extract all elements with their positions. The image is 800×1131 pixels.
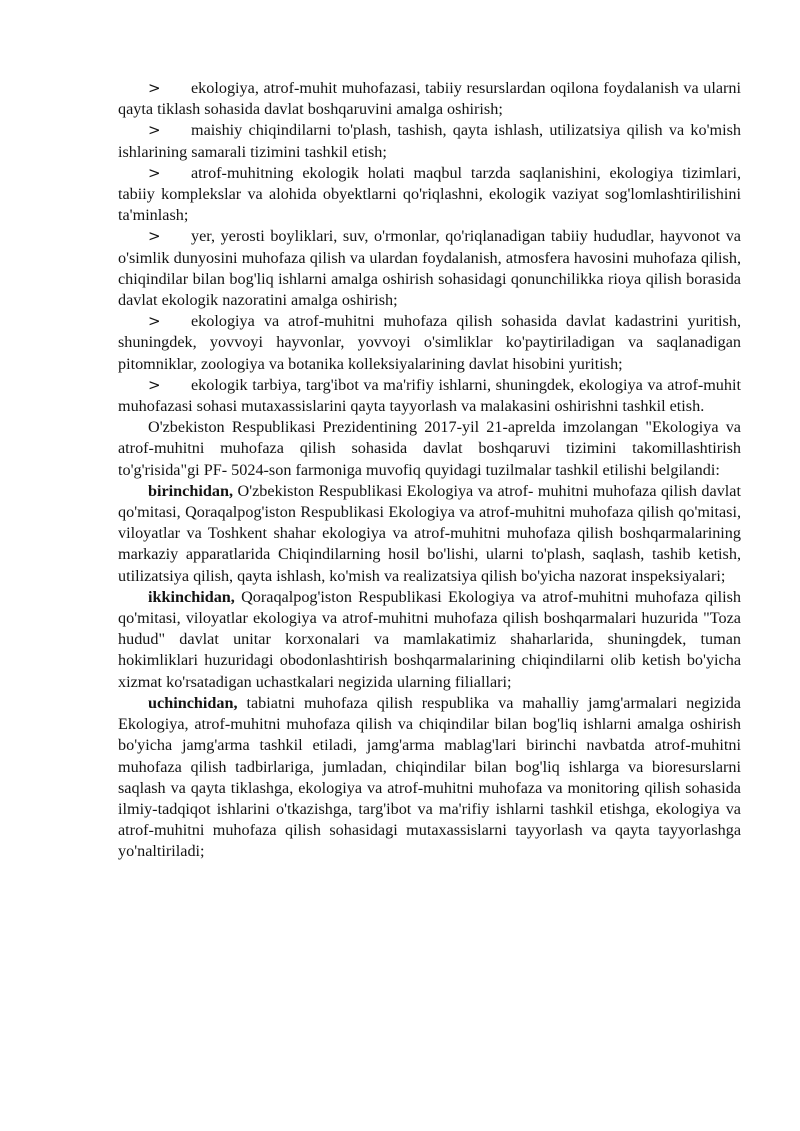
intro-paragraph: O'zbekiston Respublikasi Prezidentining 2017-yil 21-aprelda imzolangan "Ekologiya va atrof-muhitni muhofaza qilish sohasida davlat boshqaruvi tizimini takomillashtirish to'g'risida"gi PF- 5024-son farmoniga muvofiq quyidagi tuzilmalar tashkil etilishi belgilandi:: [118, 418, 741, 479]
bullet-marker: >: [148, 79, 161, 97]
bullet-item-6: [118, 375, 741, 417]
bullet-item-5: [118, 311, 741, 375]
document-body: [118, 78, 741, 863]
bullet-item-3: [118, 163, 741, 227]
bullet-text: ekologiya va atrof-muhitni muhofaza qilish sohasida davlat kadastrini yuritish, shuningdek, yovvoyi hayvonlar, yovvoyi o'simliklar ko'paytiriladigan va saqlanadigan pitomniklar, zoologiya va botanika kolleksiyalarining davlat hisobini yuritish;: [118, 312, 741, 373]
item-text: Qoraqalpog'iston Respublikasi Ekologiya va atrof-muhitni muhofaza qilish qo'mitasi, viloyatlar ekologiya va atrof-muhitni muhofaza qilish boshqarmalari huzurida "Toza hudud" davlat unitar korxonalari va mamlakatimiz shaharlarida, shuningdek, tuman hokimliklari huzuridagi obodonlashtirish boshqarmalarining chiqindilarni olib ketish bo'yicha xizmat ko'rsatadigan uchastkalari negizida ularning filiallari;: [118, 587, 741, 691]
bullet-item-4: [118, 226, 741, 311]
item-lead: birinchidan,: [148, 481, 234, 500]
item-lead: ikkinchidan,: [148, 587, 235, 606]
item-paragraph-2: [118, 587, 741, 693]
bullet-marker: >: [148, 227, 161, 246]
bullet-marker: >: [148, 312, 161, 331]
bullet-text: ekologik tarbiya, targ'ibot va ma'rifiy ishlarni, shuningdek, ekologiya va atrof-muhit muhofazasi sohasi mutaxassislarini qayta tayyorlash va malakasini oshirishni tashkil etish.: [118, 375, 741, 416]
bullet-marker: >: [148, 163, 161, 182]
bullet-text: atrof-muhitning ekologik holati maqbul tarzda saqlanishini, ekologiya tizimlari, tabiiy komplekslar va alohida obyektlarni qo'riqlashni, ekologik vaziyat sog'lomlashtirilishini ta'minlash;: [118, 163, 741, 225]
item-text: tabiatni muhofaza qilish respublika va mahalliy jamg'armalari negizida Ekologiya, atrof-muhitni muhofaza qilish va chiqindilar bilan bog'liq ishlarni amalga oshirish bo'yicha jamg'arma tashkil etiladi, jamg'arma mablag'lari birinchi navbatda atrof-muhitni muhofaza qilish tadbirlariga, jumladan, chiqindilar bilan bog'liq ishlarga va bioresurslarni saqlash va qayta tiklashga, ekologiya va atrof-muhitni muhofaza va monitoring qilish sohasida ilmiy-tadqiqot ishlarini o'tkazishga, targ'ibot va ma'rifiy ishlarni tashkil etishga, ekologiya va atrof-muhitni muhofaza qilish sohasidagi mutaxassislarni tayyorlash va qayta tayyorlashga yo'naltiriladi;: [118, 693, 741, 861]
item-paragraph-1: [118, 481, 741, 587]
item-lead: uchinchidan,: [148, 693, 238, 712]
bullet-marker: >: [148, 121, 161, 140]
bullet-text: maishiy chiqindilarni to'plash, tashish, qayta ishlash, utilizatsiya qilish va ko'mish ishlarining samarali tizimini tashkil etish;: [118, 121, 741, 161]
bullet-marker: >: [148, 375, 161, 394]
item-paragraph-3: [118, 693, 741, 863]
bullet-text: ekologiya, atrof-muhit muhofazasi, tabiiy resurslardan oqilona foydalanish va ularni qayta tiklash sohasida davlat boshqaruvini amalga oshirish;: [118, 79, 741, 119]
bullet-item-2: [118, 120, 741, 162]
item-text: O'zbekiston Respublikasi Ekologiya va atrof- muhitni muhofaza qilish davlat qo'mitasi, Qoraqalpog'iston Respublikasi Ekologiya va atrof-muhitni muhofaza qilish qo'mitasi, viloyatlar va Toshkent shahar ekologiya va atrof-muhitni muhofaza qilish boshqarmalarining markaziy apparatlarida Chiqindilarning hosil bo'lishi, ularni to'plash, saqlash, tashib ketish, utilizatsiya qilish, qayta ishlash, ko'mish va realizatsiya qilish bo'yicha nazorat inspeksiyalari;: [118, 481, 741, 585]
bullet-item-1: [118, 78, 741, 120]
bullet-text: yer, yerosti boyliklari, suv, o'rmonlar, qo'riqlanadigan tabiiy hududlar, hayvonot va o'simlik dunyosini muhofaza qilish va ulardan foydalanish, atmosfera havosini muhofaza qilish, chiqindilar bilan bog'liq ishlarni amalga oshirish sohasidagi qonunchilikka rioya qilish borasida davlat ekologik nazoratini amalga oshirish;: [118, 227, 741, 310]
